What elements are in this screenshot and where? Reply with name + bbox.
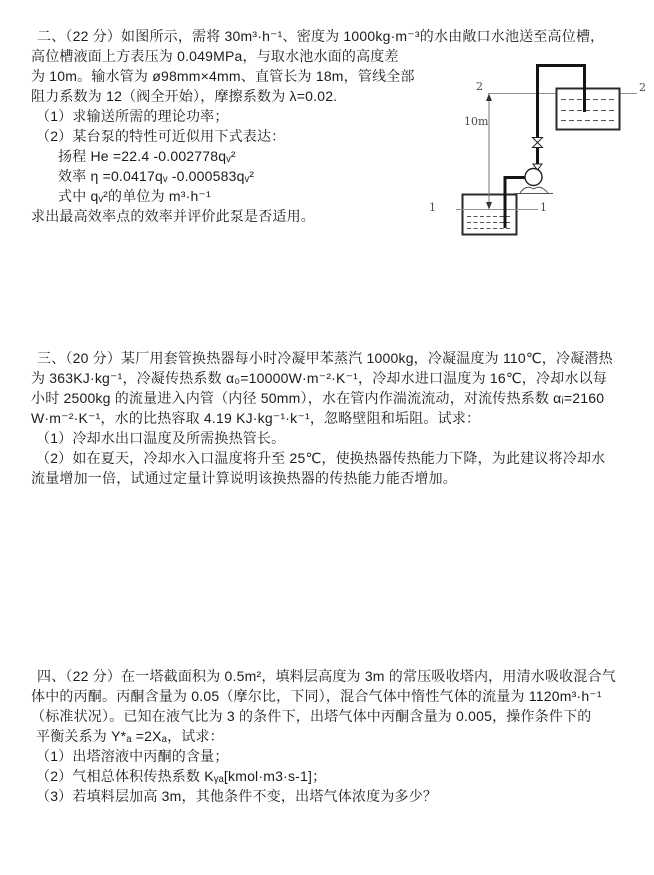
q2-formula-head: 扬程 He =22.4 -0.002778qᵥ²	[58, 148, 236, 164]
q2-line-4: 阻力系数为 12（阀全开始），摩擦系数为 λ=0.02.	[31, 88, 338, 104]
q3-line-7: 流量增加一倍，试通过定量计算说明该换热器的传热能力能否增加。	[31, 470, 457, 486]
q4-line-2: 体中的丙酮。丙酮含量为 0.05（摩尔比，下同），混合气体中惰性气体的流量为 1120m³·h⁻¹	[31, 688, 602, 704]
q2-formula-unit: 式中 qᵥ²的单位为 m³·h⁻¹	[58, 188, 211, 204]
q4-item-1: （1）出塔溶液中丙酮的含量；	[36, 748, 229, 764]
q4-line-3: （标准状况）。已知在液气比为 3 的条件下，出塔气体中丙酮含量为 0.005，操作条件下的	[31, 708, 592, 724]
q2-item-2: （2）某台泵的特性可近似用下式表达：	[36, 128, 286, 144]
section-2-label-left: 2	[476, 80, 483, 93]
height-10m-label: 10m	[464, 115, 489, 128]
q3-item-2: （2）如在夏天，冷却水入口温度将升至 25℃，使换热器传热能力下降，为此建议将冷却水	[36, 450, 606, 466]
q3-line-2: 为 363KJ·kg⁻¹，冷凝传热系数 α₀=10000W·m⁻²·K⁻¹，冷却水进口温度为 16℃，冷却水以每	[31, 370, 608, 386]
section-2-label-right: 2	[639, 81, 646, 94]
valve-icon	[533, 138, 543, 148]
q2-item-1: （1）求输送所需的理论功率；	[36, 108, 229, 124]
q2-line-3: 为 10m。输水管为 ø98mm×4mm、直管长为 18m，管线全部	[31, 68, 415, 84]
upper-tank	[557, 89, 620, 130]
q4-line-1: 四、（22 分）在一塔截面积为 0.5m²，填料层高度为 3m 的常压吸收塔内，用清水吸收混合气	[37, 668, 616, 684]
section-1-label-right: 1	[540, 201, 547, 214]
q2-line-2: 高位槽液面上方表压为 0.049MPa，与取水池水面的高度差	[31, 48, 399, 64]
q2-formula-efficiency: 效率 η =0.0417qᵥ -0.000583qᵥ²	[58, 168, 255, 184]
q4-item-3: （3）若填料层加高 3m，其他条件不变，出塔气体浓度为多少？	[36, 788, 438, 804]
question-4	[30, 666, 646, 806]
q3-line-4: W·m⁻²·K⁻¹，水的比热容取 4.19 KJ·kg⁻¹·k⁻¹，忽略壁阻和垢阻。试求：	[31, 410, 481, 426]
question-3	[30, 348, 646, 488]
q2-line-1: 二、（22 分）如图所示，需将 30m³·h⁻¹、密度为 1000kg·m⁻³的水由敞口水池送至高位槽，	[37, 28, 605, 44]
height-dimension	[486, 94, 492, 210]
q4-item-2: （2）气相总体积传热系数 Kᵧₐ[kmol·m3·s-1]；	[36, 768, 327, 784]
q3-line-3: 小时 2500kg 的流量进入内管（内径 50mm），水在管内作湍流流动，对流传热系数 αᵢ=2160	[31, 390, 605, 406]
q3-line-1: 三、（20 分）某厂用套管换热器每小时冷凝甲苯蒸汽 1000kg，冷凝温度为 110℃，冷凝潜热	[37, 350, 613, 366]
q2-line-10: 求出最高效率点的效率并评价此泵是否适用。	[31, 208, 315, 224]
section-1-label-left: 1	[429, 201, 436, 214]
q4-line-4: 平衡关系为 Y*ₐ =2Xₐ，试求：	[36, 728, 224, 744]
pump-system-diagram	[425, 40, 654, 250]
q3-item-1: （1）冷却水出口温度及所需换热管长。	[36, 430, 286, 446]
